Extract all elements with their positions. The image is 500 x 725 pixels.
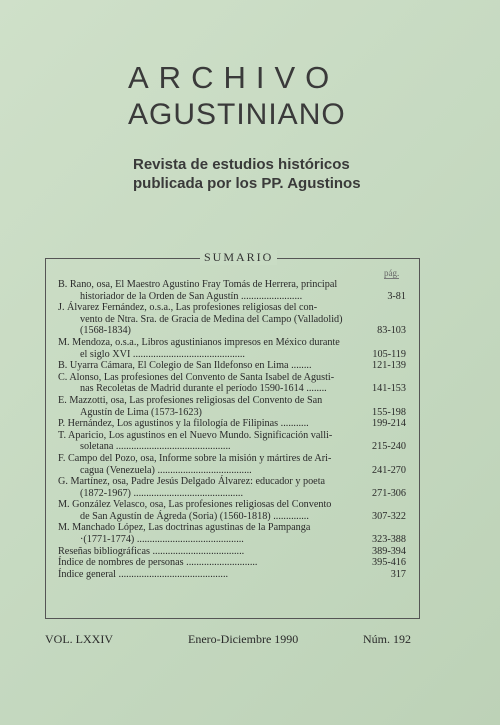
sumario-heading: SUMARIO: [200, 250, 277, 265]
toc-entry-line: Agustín de Lima (1573-1623): [80, 406, 202, 418]
volume-label: VOL. LXXIV: [45, 632, 113, 646]
toc-entry-line: ·(1771-1774) ..........................................: [80, 534, 244, 546]
issue-number: Núm. 192: [363, 632, 411, 646]
toc-entry-line: (1872-1967) ...........................................: [80, 487, 243, 499]
toc-entry: [58, 499, 406, 522]
toc-entry-line: Índice de nombres de personas ............................: [58, 557, 258, 569]
toc-entry: [58, 360, 406, 372]
journal-title-line1: ARCHIVO: [128, 60, 340, 95]
toc-entry-line: M. González Velasco, osa, Las profesiones religiosas del Convento: [58, 499, 332, 511]
toc-entry-line: E. Mazzotti, osa, Las profesiones religiosas del Convento de San: [58, 394, 323, 406]
toc-entry: [58, 569, 406, 581]
toc-entry-pages: 199-214: [372, 418, 406, 430]
toc-entry-pages: 83-103: [377, 325, 406, 337]
toc-entry-line: Índice general ...........................................: [58, 568, 229, 580]
toc-entry: [58, 418, 406, 430]
toc-entry-pages: 395-416: [372, 557, 406, 569]
toc-entry-pages: 121-139: [372, 360, 406, 372]
toc-entry: [58, 430, 406, 453]
toc-entry: [58, 546, 406, 558]
toc-entry: [58, 476, 406, 499]
issue-date: Enero-Diciembre 1990: [188, 632, 299, 646]
toc-entry-line: M. Manchado López, Las doctrinas agustinas de la Pampanga: [58, 522, 311, 534]
toc-entry-line: el siglo XVI ............................................: [80, 348, 245, 360]
toc-entry: [58, 302, 406, 337]
toc-entry: [58, 522, 406, 545]
toc-entry: [58, 557, 406, 569]
toc-entry-pages: 271-306: [372, 487, 406, 499]
toc-entry: [58, 453, 406, 476]
toc-entry-pages: 241-270: [372, 464, 406, 476]
toc-entry-pages: 141-153: [372, 383, 406, 395]
toc-entry-line: Reseñas bibliográficas ....................................: [58, 545, 245, 557]
toc-entry-line: historiador de la Orden de San Agustín ........................: [80, 290, 303, 302]
toc-entry-line: B. Rano, osa, El Maestro Agustino Fray Tomás de Herrera, principal: [58, 279, 338, 290]
toc-entry-pages: 3-81: [387, 290, 406, 302]
subtitle-line1: Revista de estudios históricos: [133, 156, 350, 173]
toc-entry-line: M. Mendoza, o.s.a., Libros agustinianos impresos en México durante: [58, 336, 340, 348]
toc-entry-line: nas Recoletas de Madrid durante el período 1590-1614 ........: [80, 383, 327, 395]
page-column-label: pág.: [384, 268, 400, 278]
toc-entry: [58, 337, 406, 360]
toc-entry-pages: 155-198: [372, 406, 406, 418]
journal-subtitle: [133, 155, 361, 193]
toc-entry-pages: 323-388: [372, 534, 406, 546]
toc-entry-pages: 215-240: [372, 441, 406, 453]
toc-entry-line: T. Aparicio, Los agustinos en el Nuevo Mundo. Significación valli-: [58, 429, 333, 441]
subtitle-line2: publicada por los PP. Agustinos: [133, 175, 361, 192]
toc-entry-line: J. Álvarez Fernández, o.s.a., Las profesiones religiosas del con-: [58, 302, 318, 314]
toc-entry-line: soletana .............................................: [80, 441, 231, 453]
toc-entry-line: (1568-1834): [80, 325, 131, 337]
toc-entry-line: C. Alonso, Las profesiones del Convento de Santa Isabel de Agusti-: [58, 371, 335, 383]
toc-entry-pages: 307-322: [372, 510, 406, 522]
toc-entry-line: P. Hernández, Los agustinos y la filología de Filipinas ...........: [58, 418, 309, 430]
toc-entry: [58, 395, 406, 418]
toc-entry-line: cagua (Venezuela) .....................................: [80, 464, 252, 476]
toc-entry-pages: 105-119: [372, 348, 406, 360]
toc-entry-line: G. Martínez, osa, Padre Jesús Delgado Álvarez: educador y poeta: [58, 476, 326, 488]
toc-entry-line: F. Campo del Pozo, osa, Informe sobre la misión y mártires de Ari-: [58, 452, 332, 464]
toc-entry-line: vento de Ntra. Sra. de Gracia de Medina del Campo (Valladolid): [80, 313, 343, 325]
journal-title-line2: AGUSTINIANO: [128, 98, 346, 131]
toc-entry-line: de San Agustín de Ágreda (Soria) (1560-1818) ..............: [80, 510, 309, 522]
toc-entry: [58, 372, 406, 395]
toc-entry: [58, 279, 406, 302]
toc-entries: [58, 279, 406, 580]
toc-entry-pages: 317: [390, 568, 406, 580]
toc-entry-line: B. Uyarra Cámara, El Colegio de San Ildefonso en Lima ........: [58, 360, 312, 372]
toc-entry-pages: 389-394: [372, 545, 406, 557]
